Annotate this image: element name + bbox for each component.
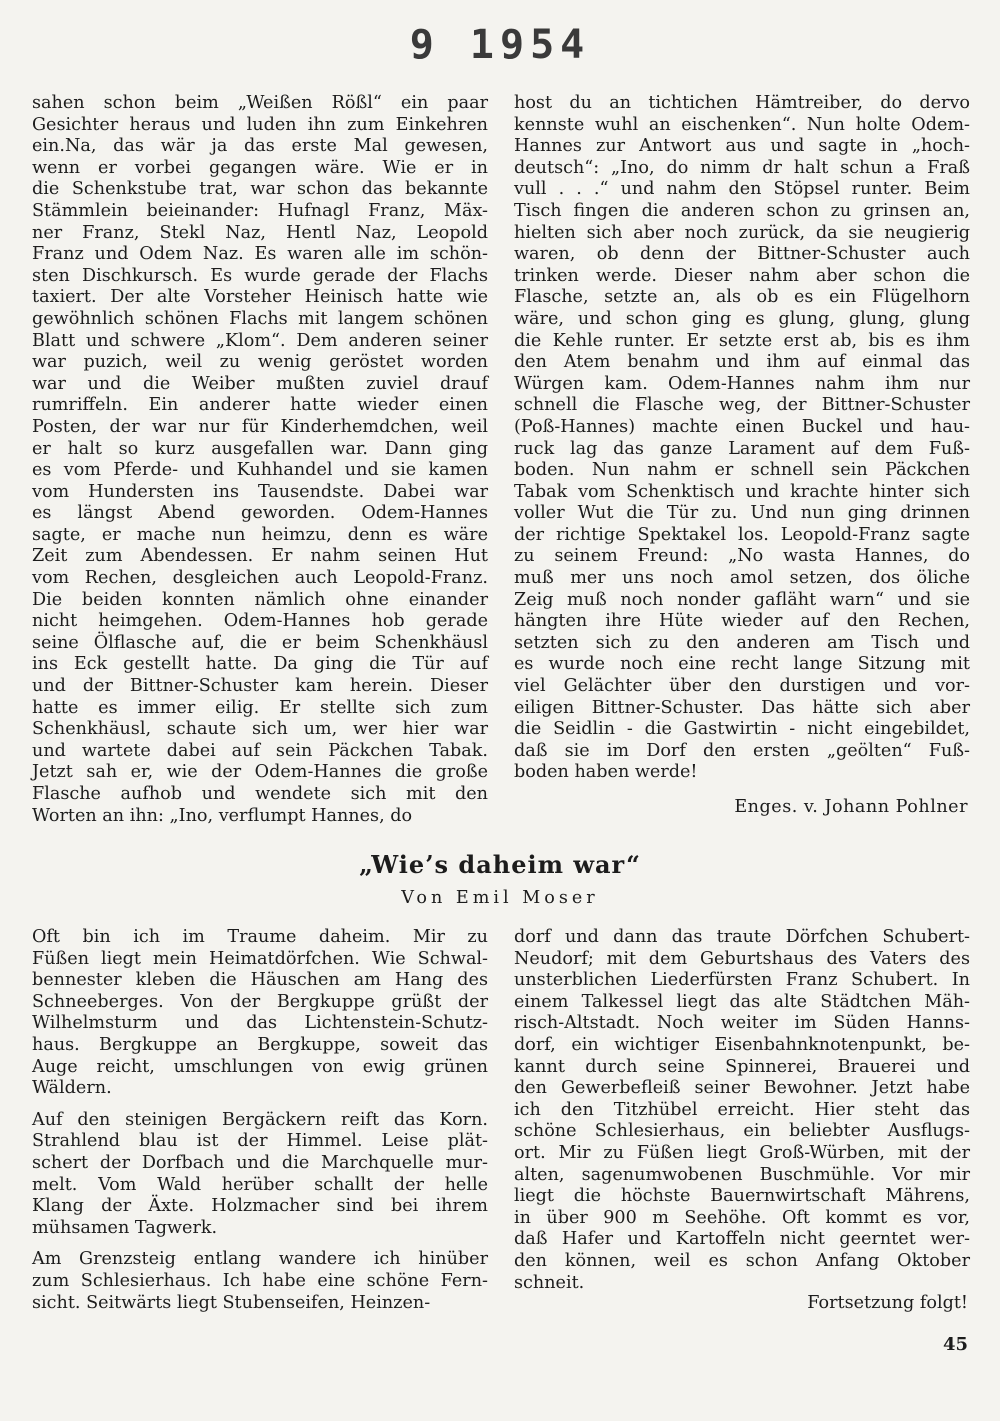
- text-line: Franz und Odem Naz. Es waren alle im schön-: [32, 244, 488, 265]
- text-line: boden haben werde!: [514, 762, 698, 783]
- text-line: Klang der Äxte. Holzmacher sind bei ihrem: [32, 1196, 488, 1217]
- text-line: seine Ölflasche auf, die er beim Schenkhäusl: [32, 632, 488, 653]
- text-line: Neudorf; mit dem Geburtshaus des Vaters des: [514, 948, 970, 969]
- text-line: Jetzt sah er, wie der Odem-Hannes die große: [32, 762, 488, 783]
- text-line: Worten an ihn: „Ino, verflumpt Hannes, do: [32, 805, 413, 826]
- text-line: schnell die Flasche weg, der Bittner-Schuster: [514, 395, 970, 416]
- text-line: deutsch“: „Ino, do nimm dr halt schun a Fraß: [514, 157, 970, 178]
- text-line: Am Grenzsteig entlang wandere ich hinüber: [32, 1249, 488, 1270]
- text-line: den Atem benahm und ihm auf einmal das: [514, 352, 970, 373]
- text-line: Blatt und schwere „Klom“. Dem anderen seiner: [32, 330, 488, 351]
- text-line: es längst Abend geworden. Odem-Hannes: [32, 503, 488, 524]
- text-line: zum Schlesierhaus. Ich habe eine schöne Fern-: [32, 1270, 488, 1291]
- text-line: vull . . .“ und nahm den Stöpsel runter. Beim: [514, 179, 970, 200]
- text-line: dorf und dann das traute Dörfchen Schubert-: [514, 927, 970, 947]
- text-line: in über 900 m Seehöhe. Oft kommt es vor,: [514, 1207, 970, 1228]
- text-line: Füßen liegt mein Heimatdörfchen. Wie Schwal-: [32, 948, 488, 969]
- story2-column-right: [514, 927, 970, 1294]
- text-line: ich den Titzhübel erreicht. Hier steht das: [514, 1099, 970, 1120]
- text-line: viel Gelächter über den durstigen und vor-: [514, 676, 970, 697]
- text-line: ins Eck gestellt hatte. Da ging die Tür auf: [32, 654, 488, 675]
- text-line: schert der Dorfbach und die Marchquelle mur-: [32, 1152, 488, 1173]
- text-line: voller Wut die Tür zu. Und nun ging drinnen: [514, 503, 970, 524]
- text-line: nicht heimgehen. Odem-Hannes hob gerade: [32, 611, 488, 632]
- continued-note: Fortsetzung folgt!: [807, 1293, 968, 1313]
- text-line: Flasche aufhob und wendete sich mit den: [32, 784, 488, 804]
- text-line: gewöhnlich schönen Flachs mit langem schönen: [32, 308, 488, 329]
- text-line: boden. Nun nahm er schnell sein Päckchen: [514, 460, 970, 481]
- text-line: ort. Mir zu Füßen liegt Groß-Würben, mit der: [514, 1142, 970, 1163]
- story1-column-left: [32, 93, 488, 827]
- text-line: ruck lag das ganze Larament auf dem Fuß-: [514, 438, 970, 459]
- text-line: host du an tichtichen Hämtreiber, do dervo: [514, 93, 970, 113]
- text-line: Auf den steinigen Bergäckern reift das Korn.: [32, 1109, 488, 1130]
- text-line: die Schenkstube trat, war schon das bekannte: [32, 179, 488, 200]
- text-line: der richtige Spektakel los. Leopold-Franz sagte: [514, 524, 970, 545]
- text-line: Würgen kam. Odem-Hannes nahm ihm nur: [514, 373, 970, 394]
- text-line: war und die Weiber mußten zuviel drauf: [32, 373, 488, 394]
- text-line: hatte es immer eilig. Er stellte sich zum: [32, 697, 488, 718]
- text-line: unsterblichen Liederfürsten Franz Schubert. In: [514, 970, 970, 991]
- text-line: vom Hundersten ins Tausendste. Dabei war: [32, 481, 488, 502]
- text-line: taxiert. Der alte Vorsteher Heinisch hatte wie: [32, 287, 488, 308]
- text-line: Die beiden konnten nämlich ohne einander: [32, 589, 488, 610]
- text-line: rumriffeln. Ein anderer hatte wieder einen: [32, 395, 488, 416]
- text-line: liegt die höchste Bauernwirtschaft Mährens,: [514, 1186, 970, 1207]
- text-line: es vom Pferde- und Kuhhandel und sie kamen: [32, 460, 488, 481]
- page-number: 45: [942, 1334, 968, 1355]
- text-line: kannt durch seine Spinnerei, Brauerei und: [514, 1056, 970, 1077]
- story2-title: „Wie’s daheim war“: [359, 850, 641, 879]
- text-line: Zeit zum Abendessen. Er nahm seinen Hut: [32, 546, 488, 567]
- text-line: die Kehle runter. Er setzte erst ab, bis es ihm: [514, 330, 970, 351]
- text-line: eiligen Bittner-Schuster. Das hätte sich aber: [514, 697, 970, 718]
- text-line: ein.Na, das wär ja das erste Mal gewesen,: [32, 136, 488, 157]
- text-line: dorf, ein wichtiger Eisenbahnknotenpunkt, be-: [514, 1034, 970, 1055]
- story1-column-right: [514, 93, 970, 784]
- text-line: risch-Altstadt. Noch weiter im Süden Hanns-: [514, 1013, 970, 1034]
- text-line: Strahlend blau ist der Himmel. Leise plät-: [32, 1131, 488, 1152]
- text-line: Oft bin ich im Traume daheim. Mir zu: [32, 927, 488, 947]
- text-line: hängten ihre Hüte wieder auf den Rechen,: [514, 611, 970, 632]
- text-line: war puzich, weil zu wenig geröstet worden: [32, 352, 488, 373]
- text-line: trinken werde. Dieser nahm aber schon die: [514, 265, 970, 286]
- text-line: Wäldern.: [32, 1078, 112, 1099]
- text-line: daß sie im Dorf den ersten „geölten“ Fuß-: [514, 740, 970, 761]
- text-line: Tabak vom Schenktisch und krachte hinter sich: [514, 481, 970, 502]
- text-line: Gesichter heraus und luden ihn zum Einkehren: [32, 114, 488, 135]
- text-line: und der Bittner-Schuster kam herein. Dieser: [32, 676, 488, 697]
- text-line: sicht. Seitwärts liegt Stubenseifen, Heinzen-: [32, 1292, 431, 1313]
- text-line: kennste wuhl an eischenken“. Nun holte Odem-: [514, 114, 970, 135]
- text-line: Tisch fingen die anderen schon zu grinsen an,: [514, 200, 970, 221]
- text-line: Auge reicht, umschlungen von ewig grünen: [32, 1056, 488, 1077]
- text-line: die Seidlin - die Gastwirtin - nicht eingebildet,: [514, 719, 970, 740]
- story2-byline: Von Emil Moser: [401, 888, 599, 908]
- story1-signature: Enges. v. Johann Pohlner: [734, 797, 968, 817]
- text-line: und wartete dabei auf sein Päckchen Tabak.: [32, 740, 488, 761]
- text-line: schneit.: [514, 1272, 585, 1293]
- text-line: daß Hafer und Kartoffeln nicht geerntet wer-: [514, 1229, 970, 1250]
- text-line: melt. Vom Wald herüber schallt der helle: [32, 1174, 488, 1195]
- text-line: schöne Schlesierhaus, ein beliebter Ausflugs-: [514, 1121, 970, 1142]
- text-line: vom Rechen, desgleichen auch Leopold-Franz.: [32, 568, 488, 589]
- text-line: Zeig muß noch nonder gafläht warn“ und sie: [514, 589, 970, 610]
- text-line: alten, sagenumwobenen Buschmühle. Vor mir: [514, 1164, 970, 1185]
- text-line: haus. Bergkuppe an Bergkuppe, soweit das: [32, 1034, 488, 1055]
- story2-column-left: [32, 927, 488, 1314]
- text-line: bennester kleben die Häuschen am Hang des: [32, 970, 488, 991]
- text-line: setzten sich zu den anderen am Tisch und: [514, 632, 970, 653]
- text-line: mühsamen Tagwerk.: [32, 1217, 218, 1238]
- text-line: sten Dischkursch. Es wurde gerade der Flachs: [32, 265, 488, 286]
- text-line: den können, weil es schon Anfang Oktober: [514, 1250, 970, 1271]
- text-line: Schenkhäusl, schaute sich um, wer hier war: [32, 719, 488, 740]
- text-line: waren, ob denn der Bittner-Schuster auch: [514, 244, 970, 265]
- text-line: wäre, und schon ging es glung, glung, glung: [514, 308, 970, 329]
- text-line: Hannes zur Antwort aus und sagte in „hoch-: [514, 136, 970, 157]
- text-line: er halt so kurz ausgefallen war. Dann ging: [32, 438, 488, 459]
- text-line: muß mer uns noch amol setzen, dos öliche: [514, 568, 970, 589]
- text-line: den Gewerbefleiß seiner Bewohner. Jetzt habe: [514, 1078, 970, 1099]
- text-line: Stämmlein beieinander: Hufnagl Franz, Mäx-: [32, 200, 488, 221]
- text-line: Posten, der war nur für Kinderhemdchen, weil: [32, 416, 488, 437]
- text-line: es wurde noch eine recht lange Sitzung mit: [514, 654, 970, 675]
- text-line: wenn er vorbei gegangen wäre. Wie er in: [32, 157, 488, 178]
- text-line: sagte, er mache nun heimzu, denn es wäre: [32, 524, 488, 545]
- issue-number: 9 1954: [409, 22, 591, 68]
- text-line: Wilhelmsturm und das Lichtenstein-Schutz-: [32, 1013, 488, 1034]
- text-line: Flasche, setzte an, als ob es ein Flügelhorn: [514, 287, 970, 308]
- text-line: Schneeberges. Von der Bergkuppe grüßt der: [32, 991, 488, 1012]
- text-line: (Poß-Hannes) machte einen Buckel und hau-: [514, 416, 970, 437]
- text-line: ner Franz, Stekl Naz, Hentl Naz, Leopold: [32, 222, 488, 243]
- text-line: zu seinem Freund: „No wasta Hannes, do: [514, 546, 970, 567]
- text-line: hielten sich aber noch zurück, da sie neugierig: [514, 222, 970, 243]
- text-line: sahen schon beim „Weißen Rößl“ ein paar: [32, 93, 488, 113]
- text-line: einem Talkessel liegt das alte Städtchen Mäh-: [514, 991, 970, 1012]
